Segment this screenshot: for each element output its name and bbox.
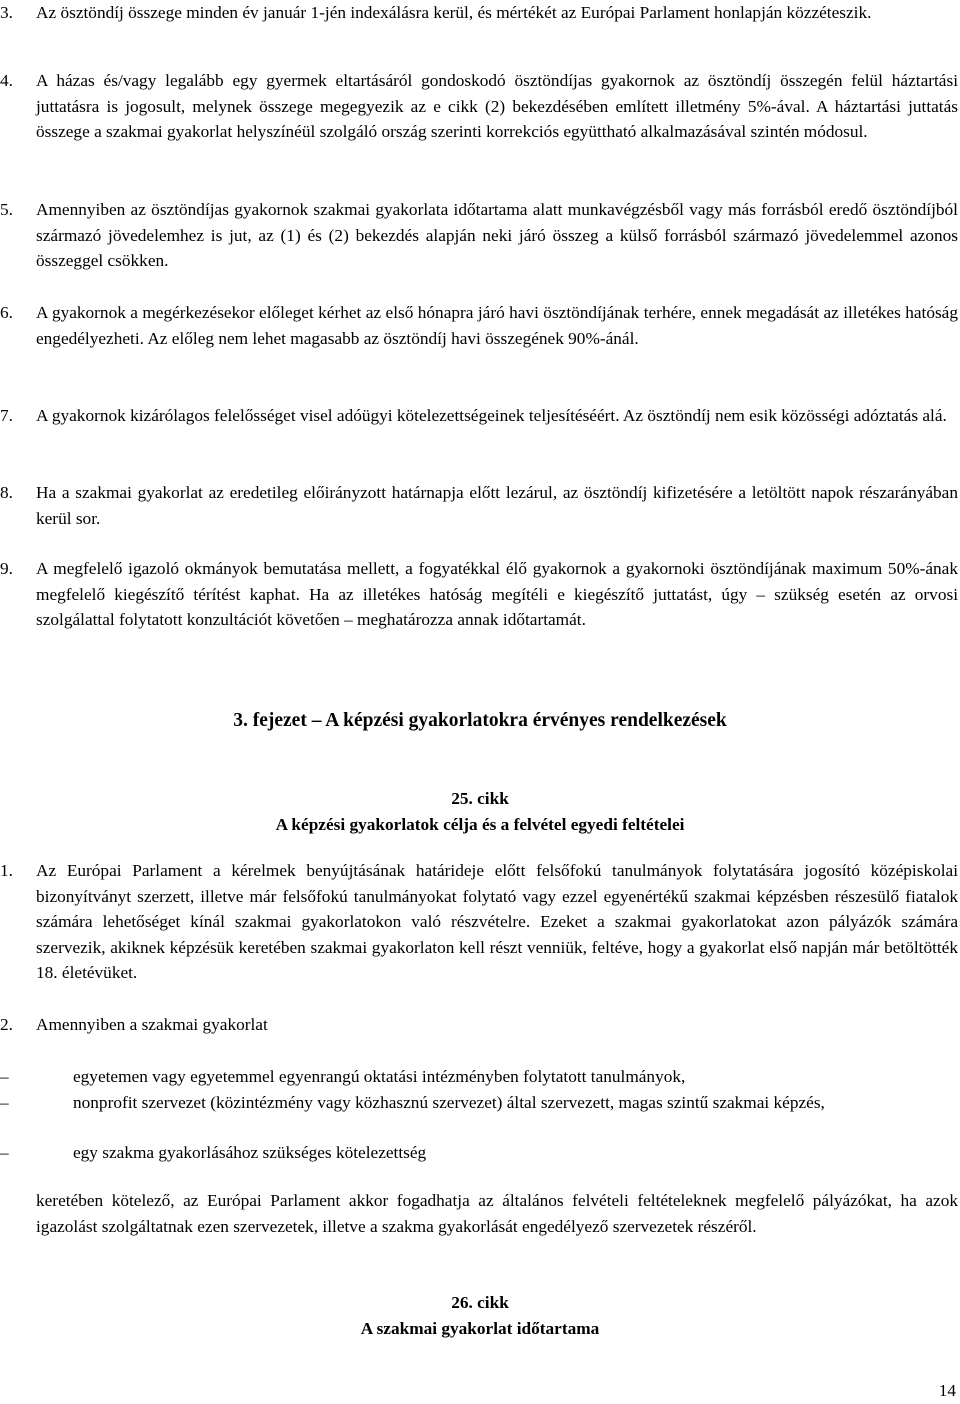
paragraph-number: 6. [0, 303, 13, 322]
paragraph-number: 4. [0, 71, 13, 90]
paragraph-number: 5. [0, 200, 13, 219]
paragraph-number: 9. [0, 559, 13, 578]
paragraph-text: Ha a szakmai gyakorlat az eredetileg előirányzott határnapja előtt lezárul, az ösztöndíj kifizetésére a letöltött napok részarányában kerül sor. [36, 483, 958, 528]
paragraph-5 [0, 197, 958, 274]
paragraph-text: A házas és/vagy legalább egy gyermek eltartásáról gondoskodó ösztöndíjas gyakornok az ösztöndíj összegén felül háztartási juttatásra is jogosult, melynek összege megegyezik az e cikk (2) bekezdésében említett illetmény 5%-ával. A háztartási juttatás összege a szakmai gyakorlat helyszínéül szolgáló ország szerinti korrekciós együttható alkalmazásával szintén módosul. [36, 71, 958, 142]
list-item [0, 1090, 958, 1116]
article-25-paragraph-1 [0, 858, 958, 986]
paragraph-3 [0, 0, 958, 26]
dash-bullet: – [0, 1093, 9, 1112]
list-item-text: egy szakma gyakorlásához szükséges kötelezettség [73, 1143, 427, 1162]
paragraph-text: Az Európai Parlament a kérelmek benyújtásának határideje előtt felsőfokú tanulmányok folytatására jogosító középiskolai bizonyítványt szerzett, illetve már felsőfokú tanulmányokat folytató vagy ezzel egyenértékű szakmai képzésben részesülő fiatalok számára lehetőséget kínál szakmai gyakorlatokon való részvételre. Ezeket a szakmai gyakorlatokat azon pályázók számára szervezik, akiknek képzésük keretében szakmai gyakorlaton kell részt venniük, feltéve, hogy a gyakorlat első napján már betöltötték 18. életévüket. [36, 861, 958, 983]
paragraph-6 [0, 300, 958, 351]
article-25-number: 25. cikk [451, 789, 509, 808]
closing-paragraph: keretében kötelező, az Európai Parlament akkor fogadhatja az általános felvételi feltételeknek megfelelő pályázókat, ha azok igazolást szolgáltatnak ezen szervezetek, illetve a szakma gyakorlását engedélyező szervezetek részéről. [36, 1191, 958, 1236]
list-item-text: nonprofit szervezet (közintézmény vagy közhasznú szervezet) által szervezett, magas szintű szakmai képzés, [73, 1093, 825, 1112]
chapter-heading: 3. fejezet – A képzési gyakorlatokra érvényes rendelkezések [233, 710, 727, 731]
paragraph-text: Amennyiben a szakmai gyakorlat [36, 1015, 268, 1034]
paragraph-7 [0, 403, 958, 429]
paragraph-number: 8. [0, 483, 13, 502]
list-item [0, 1140, 958, 1166]
paragraph-number: 1. [0, 861, 13, 880]
paragraph-number: 7. [0, 406, 13, 425]
list-item [0, 1064, 958, 1090]
article-26-title: A szakmai gyakorlat időtartama [360, 1319, 600, 1338]
paragraph-9 [0, 556, 958, 633]
article-26-number: 26. cikk [451, 1293, 509, 1312]
article-25-paragraph-2 [0, 1012, 958, 1038]
paragraph-number: 2. [0, 1015, 13, 1034]
dash-bullet: – [0, 1067, 9, 1086]
page-number: 14 [938, 1381, 956, 1400]
article-25-title: A képzési gyakorlatok célja és a felvétel egyedi feltételei [275, 815, 685, 834]
paragraph-number: 3. [0, 3, 13, 22]
paragraph-text: Amennyiben az ösztöndíjas gyakornok szakmai gyakorlata időtartama alatt munkavégzésből vagy más forrásból eredő ösztöndíjból származó jövedelemhez is jut, az (1) és (2) bekezdés alapján neki járó összeg a külső forrásból származó jövedelemmel azonos összeggel csökken. [36, 200, 958, 271]
paragraph-text: A megfelelő igazoló okmányok bemutatása mellett, a fogyatékkal élő gyakornok a gyakornoki ösztöndíjának maximum 50%-ának megfelelő kiegészítő térítést kaphat. Ha az illetékes hatóság megítéli e kiegészítő juttatást, úgy – szükség esetén az orvosi szolgálattal folytatott konzultációt követően – meghatározza annak időtartamát. [36, 559, 958, 630]
paragraph-text: Az ösztöndíj összege minden év január 1-jén indexálásra kerül, és mértékét az Európai Parlament honlapján közzéteszik. [36, 3, 872, 22]
dash-bullet: – [0, 1143, 9, 1162]
list-item-text: egyetemen vagy egyetemmel egyenrangú oktatási intézményben folytatott tanulmányok, [73, 1067, 686, 1086]
paragraph-text: A gyakornok kizárólagos felelősséget visel adóügyi kötelezettségeinek teljesítéséért. Az ösztöndíj nem esik közösségi adóztatás alá. [36, 406, 947, 425]
paragraph-text: A gyakornok a megérkezésekor előleget kérhet az első hónapra járó havi ösztöndíjának terhére, ennek megadását az illetékes hatóság engedélyezheti. Az előleg nem lehet magasabb az ösztöndíj havi összegének 90%-ánál. [36, 303, 958, 348]
paragraph-4 [0, 68, 958, 145]
paragraph-8 [0, 480, 958, 531]
